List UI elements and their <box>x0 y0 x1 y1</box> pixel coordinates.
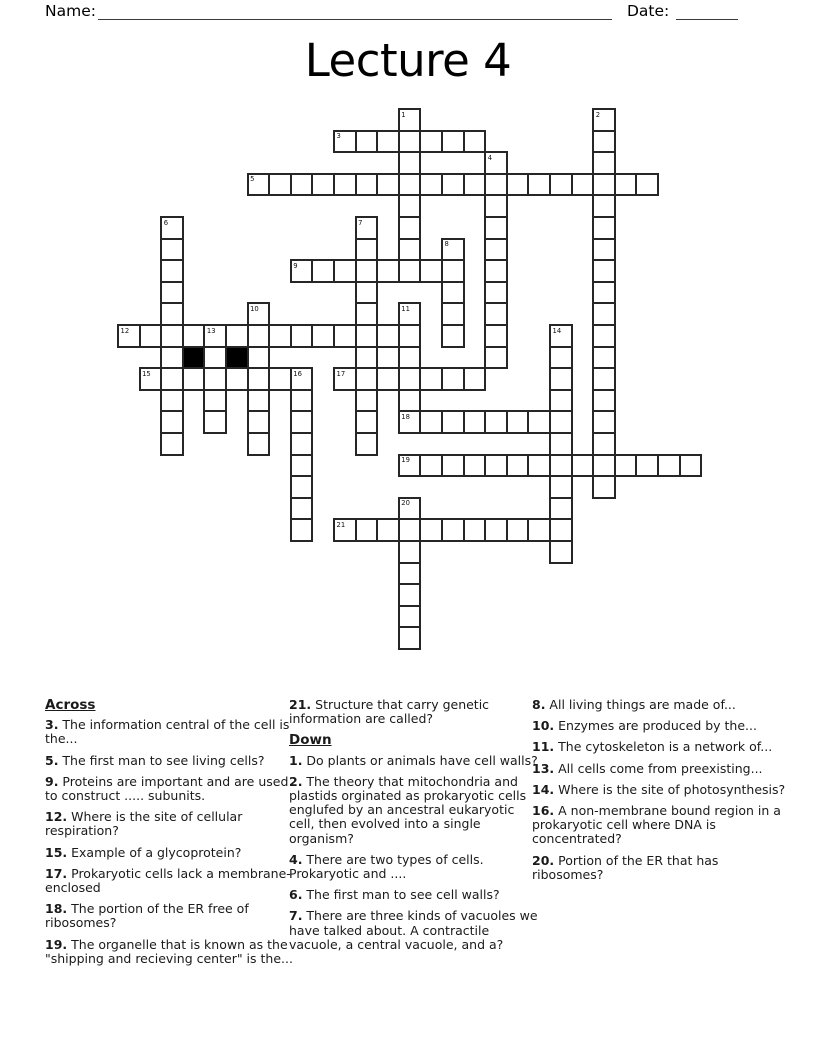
clue-19: 19. The organelle that is known as the "shipping and recieving center" is the... <box>45 936 293 966</box>
grid-cell[interactable] <box>355 302 379 326</box>
cell-number: 16 <box>293 369 302 378</box>
grid-cell[interactable] <box>376 259 400 283</box>
grid-cell[interactable] <box>398 389 422 413</box>
clue-column-3 <box>532 698 792 889</box>
grid-cell[interactable] <box>679 454 703 478</box>
grid-cell[interactable] <box>355 324 379 348</box>
grid-cell[interactable] <box>290 432 314 456</box>
clue-15: 15. Example of a glycoprotein? <box>45 844 242 860</box>
grid-cell[interactable] <box>247 346 271 370</box>
grid-cell[interactable] <box>355 410 379 434</box>
clue-10: 10. Enzymes are produced by the... <box>532 718 757 734</box>
grid-cell[interactable] <box>441 454 465 478</box>
grid-cell[interactable] <box>247 410 271 434</box>
grid-cell[interactable] <box>355 259 379 283</box>
grid-cell[interactable] <box>527 410 551 434</box>
cell-number: 9 <box>293 261 298 270</box>
grid-cell[interactable] <box>398 173 422 197</box>
grid-cell[interactable] <box>203 389 227 413</box>
grid-cell[interactable] <box>398 410 422 434</box>
grid-cell[interactable] <box>398 259 422 283</box>
grid-cell[interactable] <box>376 173 400 197</box>
grid-cell[interactable] <box>484 302 508 326</box>
grid-cell[interactable] <box>484 238 508 262</box>
grid-cell[interactable] <box>549 454 573 478</box>
grid-cell[interactable] <box>225 324 249 348</box>
clue-16: 16. A non-membrane bound region in a prokaryotic cell where DNA is concentrated? <box>532 803 781 847</box>
grid-cell[interactable] <box>484 216 508 240</box>
grid-cell[interactable] <box>549 432 573 456</box>
grid-cell[interactable] <box>398 626 422 650</box>
clue-number: 21. <box>289 697 312 712</box>
name-input-line[interactable] <box>98 2 612 20</box>
clue-2: 2. The theory that mitochondria and plastids orginated as prokaryotic cells englufed by an ancestral eukaryotic cell, then evolved into a single organism? <box>289 773 527 846</box>
grid-cell[interactable] <box>592 432 616 456</box>
grid-cell[interactable] <box>160 367 184 391</box>
cell-number: 13 <box>206 326 216 335</box>
cell-number: 2 <box>595 110 601 119</box>
grid-cell[interactable] <box>571 454 595 478</box>
grid-cell[interactable] <box>355 518 379 542</box>
grid-cell[interactable] <box>592 410 616 434</box>
grid-cell[interactable] <box>398 151 422 175</box>
grid-cell[interactable] <box>592 151 616 175</box>
grid-cell[interactable] <box>484 194 508 218</box>
cell-number: 6 <box>163 218 169 227</box>
blocked-cell <box>225 346 249 370</box>
grid-cell[interactable] <box>571 173 595 197</box>
clue-9: 9. Proteins are important and are used to construct ..... subunits. <box>45 773 289 804</box>
date-label: Date: <box>627 2 670 20</box>
grid-cell[interactable] <box>290 324 314 348</box>
clue-number: 5. <box>45 752 59 768</box>
grid-cell[interactable] <box>376 324 400 348</box>
grid-cell[interactable] <box>247 389 271 413</box>
grid-cell[interactable] <box>592 238 616 262</box>
clue-6: 6. The first man to see cell walls? <box>289 887 500 903</box>
grid-cell[interactable] <box>311 173 335 197</box>
grid-cell[interactable] <box>139 324 163 348</box>
grid-cell[interactable] <box>182 324 206 348</box>
grid-cell[interactable] <box>484 324 508 348</box>
grid-cell[interactable] <box>441 259 465 283</box>
grid-cell[interactable] <box>355 432 379 456</box>
grid-cell[interactable] <box>398 238 422 262</box>
grid-cell[interactable] <box>376 367 400 391</box>
grid-cell[interactable] <box>484 346 508 370</box>
grid-cell[interactable] <box>117 324 141 348</box>
grid-cell[interactable] <box>290 173 314 197</box>
grid-cell[interactable] <box>419 410 443 434</box>
grid-cell[interactable] <box>268 173 292 197</box>
clue-number: 15. <box>45 844 68 860</box>
clue-number: 16. <box>532 803 555 819</box>
grid-cell[interactable] <box>484 281 508 305</box>
grid-cell[interactable] <box>592 475 616 499</box>
grid-cell[interactable] <box>419 173 443 197</box>
clue-number: 9. <box>45 773 59 789</box>
clue-21: 21. Structure that carry genetic information are called? <box>289 697 490 727</box>
grid-cell[interactable] <box>419 367 443 391</box>
grid-cell[interactable] <box>463 410 487 434</box>
clue-column-1 <box>45 698 295 973</box>
clue-number: 17. <box>45 865 68 881</box>
grid-cell[interactable] <box>290 410 314 434</box>
grid-cell[interactable] <box>549 410 573 434</box>
cell-number: 21 <box>336 520 346 529</box>
grid-cell[interactable] <box>247 173 271 197</box>
grid-cell[interactable] <box>311 259 335 283</box>
grid-cell[interactable] <box>549 475 573 499</box>
clue-number: 3. <box>45 717 59 733</box>
clue-column-2 <box>289 698 539 959</box>
grid-cell[interactable] <box>355 389 379 413</box>
grid-cell[interactable] <box>463 518 487 542</box>
grid-cell[interactable] <box>463 454 487 478</box>
grid-cell[interactable] <box>290 389 314 413</box>
grid-cell[interactable] <box>160 324 184 348</box>
grid-cell[interactable] <box>549 367 573 391</box>
grid-cell[interactable] <box>398 518 422 542</box>
clue-14: 14. Where is the site of photosynthesis? <box>532 781 786 797</box>
grid-cell[interactable] <box>247 302 271 326</box>
grid-cell[interactable] <box>549 389 573 413</box>
grid-cell[interactable] <box>160 302 184 326</box>
clue-number: 12. <box>45 809 68 825</box>
grid-cell[interactable] <box>592 194 616 218</box>
grid-cell[interactable] <box>398 540 422 564</box>
grid-cell[interactable] <box>592 324 616 348</box>
cell-number: 17 <box>336 369 346 378</box>
clue-1: 1. Do plants or animals have cell walls? <box>289 752 538 768</box>
clue-number: 20. <box>532 852 555 868</box>
grid-cell[interactable] <box>182 367 206 391</box>
grid-cell[interactable] <box>355 130 379 154</box>
clue-13: 13. All cells come from preexisting... <box>532 760 763 776</box>
grid-cell[interactable] <box>635 454 659 478</box>
grid-cell[interactable] <box>139 367 163 391</box>
grid-cell[interactable] <box>657 454 681 478</box>
grid-cell[interactable] <box>549 518 573 542</box>
grid-cell[interactable] <box>398 108 422 132</box>
grid-cell[interactable] <box>527 518 551 542</box>
grid-cell[interactable] <box>355 238 379 262</box>
grid-cell[interactable] <box>549 324 573 348</box>
grid-cell[interactable] <box>247 367 271 391</box>
grid-cell[interactable] <box>160 410 184 434</box>
clue-3: 3. The information central of the cell is the... <box>45 717 290 747</box>
grid-cell[interactable] <box>484 173 508 197</box>
grid-cell[interactable] <box>268 367 292 391</box>
cell-number: 3 <box>336 132 341 141</box>
clue-8: 8. All living things are made of... <box>532 697 736 712</box>
grid-cell[interactable] <box>592 389 616 413</box>
clue-number: 18. <box>45 901 68 917</box>
grid-cell[interactable] <box>376 130 400 154</box>
grid-cell[interactable] <box>527 454 551 478</box>
grid-cell[interactable] <box>506 410 530 434</box>
grid-cell[interactable] <box>225 367 249 391</box>
grid-cell[interactable] <box>290 454 314 478</box>
grid-cell[interactable] <box>355 346 379 370</box>
grid-cell[interactable] <box>635 173 659 197</box>
clue-17: 17. Prokaryotic cells lack a membrane-enclosed <box>45 865 291 896</box>
grid-cell[interactable] <box>160 346 184 370</box>
grid-cell[interactable] <box>592 302 616 326</box>
grid-cell[interactable] <box>592 130 616 154</box>
grid-cell[interactable] <box>160 281 184 305</box>
down-header: Down <box>289 732 332 749</box>
grid-cell[interactable] <box>441 173 465 197</box>
grid-cell[interactable] <box>160 259 184 283</box>
clue-number: 14. <box>532 781 555 797</box>
grid-cell[interactable] <box>333 367 357 391</box>
grid-cell[interactable] <box>247 432 271 456</box>
blocked-cell <box>182 346 206 370</box>
cell-number: 8 <box>444 240 449 249</box>
cell-number: 12 <box>120 326 130 335</box>
grid-cell[interactable] <box>355 216 379 240</box>
grid-cell[interactable] <box>463 130 487 154</box>
grid-cell[interactable] <box>398 454 422 478</box>
grid-cell[interactable] <box>419 454 443 478</box>
grid-cell[interactable] <box>398 605 422 629</box>
grid-cell[interactable] <box>268 324 292 348</box>
clue-11: 11. The cytoskeleton is a network of... <box>532 739 773 755</box>
grid-cell[interactable] <box>160 216 184 240</box>
grid-cell[interactable] <box>441 324 465 348</box>
grid-cell[interactable] <box>160 432 184 456</box>
grid-cell[interactable] <box>203 410 227 434</box>
grid-cell[interactable] <box>441 367 465 391</box>
grid-cell[interactable] <box>398 367 422 391</box>
grid-cell[interactable] <box>398 583 422 607</box>
clue-20: 20. Portion of the ER that has ribosomes? <box>532 852 719 882</box>
grid-cell[interactable] <box>398 562 422 586</box>
grid-cell[interactable] <box>592 367 616 391</box>
name-label: Name: <box>45 2 96 20</box>
page-title: Lecture 4 <box>304 34 512 87</box>
clue-7: 7. There are three kinds of vacuoles we have talked about. A contractile vacuole, a central vacuole, and a? <box>289 908 538 952</box>
clue-number: 7. <box>289 908 303 924</box>
clue-18: 18. The portion of the ER free of ribosomes? <box>45 901 249 931</box>
grid-cell[interactable] <box>549 497 573 521</box>
grid-cell[interactable] <box>160 389 184 413</box>
grid-cell[interactable] <box>160 238 184 262</box>
grid-cell[interactable] <box>419 130 443 154</box>
grid-cell[interactable] <box>441 410 465 434</box>
clue-number: 11. <box>532 739 555 755</box>
clue-5: 5. The first man to see living cells? <box>45 752 265 768</box>
grid-cell[interactable] <box>398 216 422 240</box>
grid-cell[interactable] <box>398 497 422 521</box>
grid-cell[interactable] <box>484 410 508 434</box>
grid-cell[interactable] <box>592 259 616 283</box>
date-input-line[interactable] <box>676 2 738 20</box>
grid-cell[interactable] <box>463 173 487 197</box>
grid-cell[interactable] <box>290 367 314 391</box>
grid-cell[interactable] <box>311 324 335 348</box>
grid-cell[interactable] <box>441 518 465 542</box>
grid-cell[interactable] <box>419 518 443 542</box>
clue-number: 19. <box>45 936 68 952</box>
across-header: Across <box>45 697 96 713</box>
cell-number: 15 <box>142 369 151 378</box>
grid-cell[interactable] <box>333 259 357 283</box>
clue-number: 4. <box>289 851 303 867</box>
grid-cell[interactable] <box>398 346 422 370</box>
grid-cell[interactable] <box>376 518 400 542</box>
cell-number: 19 <box>401 456 410 465</box>
grid-cell[interactable] <box>203 367 227 391</box>
grid-cell[interactable] <box>290 518 314 542</box>
cell-number: 1 <box>401 110 406 119</box>
clue-number: 2. <box>289 773 303 789</box>
grid-cell[interactable] <box>592 108 616 132</box>
clue-number: 8. <box>532 697 546 712</box>
grid-cell[interactable] <box>614 173 638 197</box>
grid-cell[interactable] <box>419 259 443 283</box>
grid-cell[interactable] <box>441 302 465 326</box>
cell-number: 7 <box>358 218 363 227</box>
cell-number: 10 <box>250 304 259 313</box>
clue-12: 12. Where is the site of cellular respiration? <box>45 809 243 839</box>
grid-cell[interactable] <box>333 518 357 542</box>
grid-cell[interactable] <box>398 302 422 326</box>
cell-number: 14 <box>552 326 562 335</box>
grid-cell[interactable] <box>484 454 508 478</box>
grid-cell[interactable] <box>506 454 530 478</box>
grid-cell[interactable] <box>527 173 551 197</box>
grid-cell[interactable] <box>506 173 530 197</box>
grid-cell[interactable] <box>355 281 379 305</box>
grid-cell[interactable] <box>203 346 227 370</box>
grid-cell[interactable] <box>506 518 530 542</box>
grid-cell[interactable] <box>355 173 379 197</box>
grid-cell[interactable] <box>549 346 573 370</box>
grid-cell[interactable] <box>441 130 465 154</box>
grid-cell[interactable] <box>290 497 314 521</box>
grid-cell[interactable] <box>463 367 487 391</box>
grid-cell[interactable] <box>290 475 314 499</box>
grid-cell[interactable] <box>441 281 465 305</box>
grid-cell[interactable] <box>355 367 379 391</box>
grid-cell[interactable] <box>614 454 638 478</box>
clue-number: 10. <box>532 718 555 734</box>
grid-cell[interactable] <box>290 259 314 283</box>
cell-number: 4 <box>487 153 493 162</box>
grid-cell[interactable] <box>549 540 573 564</box>
clue-number: 1. <box>289 752 303 768</box>
grid-cell[interactable] <box>398 130 422 154</box>
clue-4: 4. There are two types of cells. Prokaryotic and .... <box>289 851 484 882</box>
grid-cell[interactable] <box>484 151 508 175</box>
clue-number: 13. <box>532 760 555 776</box>
grid-cell[interactable] <box>333 324 357 348</box>
grid-cell[interactable] <box>484 518 508 542</box>
grid-cell[interactable] <box>247 324 271 348</box>
cell-number: 18 <box>401 412 410 421</box>
grid-cell[interactable] <box>398 324 422 348</box>
grid-cell[interactable] <box>592 281 616 305</box>
grid-cell[interactable] <box>203 324 227 348</box>
grid-cell[interactable] <box>592 216 616 240</box>
grid-cell[interactable] <box>398 194 422 218</box>
grid-cell[interactable] <box>592 346 616 370</box>
cell-number: 20 <box>401 499 410 508</box>
grid-cell[interactable] <box>333 130 357 154</box>
grid-cell[interactable] <box>333 173 357 197</box>
grid-cell[interactable] <box>441 238 465 262</box>
grid-cell[interactable] <box>592 173 616 197</box>
grid-cell[interactable] <box>484 259 508 283</box>
cell-number: 11 <box>401 304 410 313</box>
clue-number: 6. <box>289 887 303 903</box>
grid-cell[interactable] <box>549 173 573 197</box>
grid-cell[interactable] <box>592 454 616 478</box>
cell-number: 5 <box>250 175 255 184</box>
